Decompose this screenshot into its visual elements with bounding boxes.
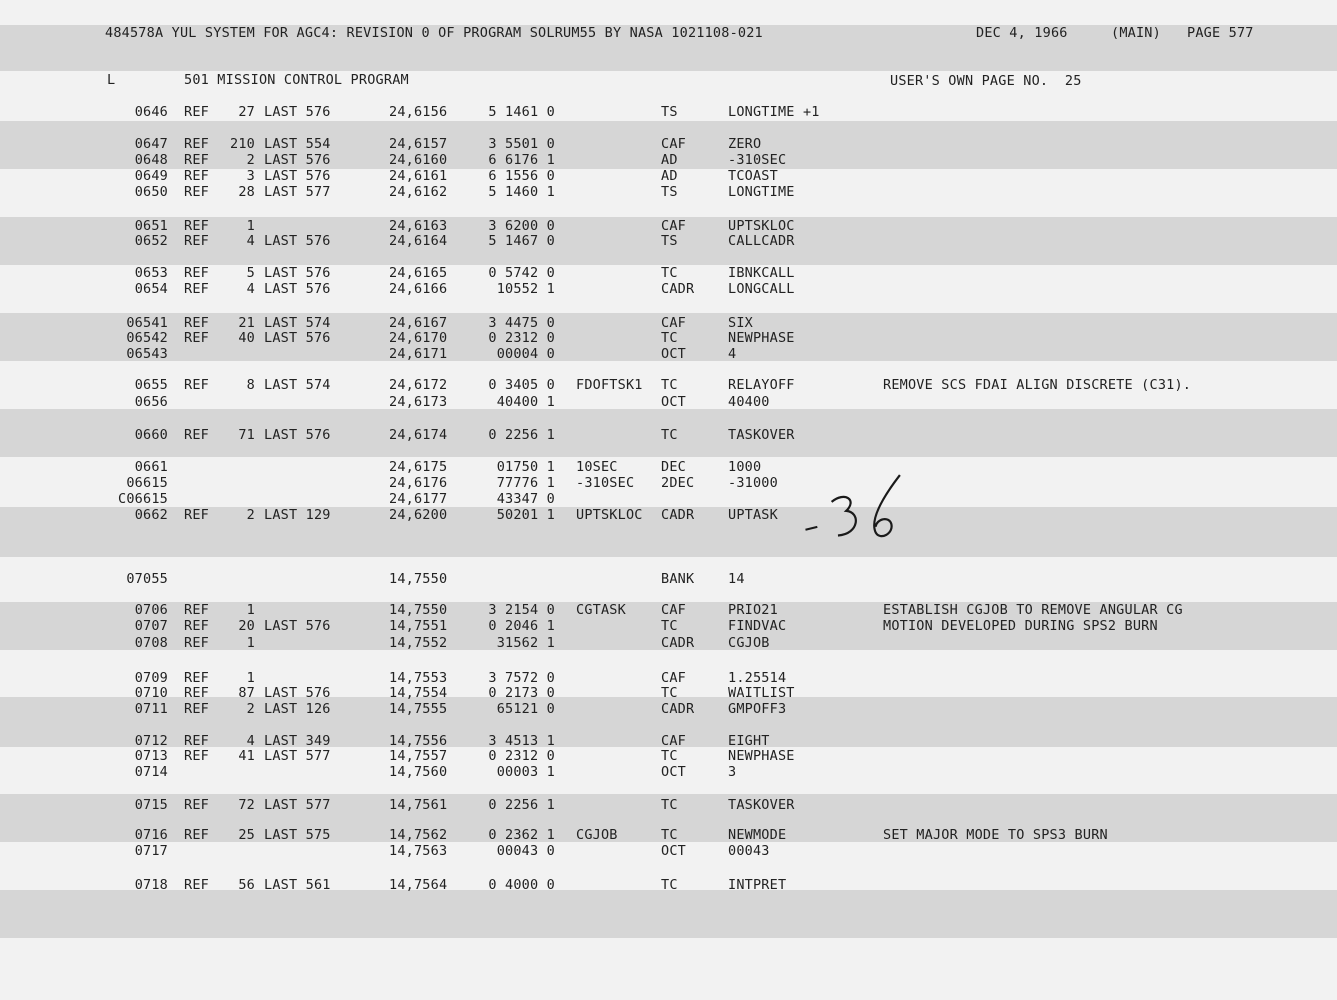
listing-refno: 3: [246, 168, 255, 184]
listing-no: 0650: [134, 184, 168, 200]
listing-ref: REF: [184, 618, 209, 634]
listing-word: 00043 0: [496, 843, 555, 859]
listing-addr: 14,7557: [389, 748, 448, 764]
listing-no: 0660: [134, 427, 168, 443]
listing-op: TC: [661, 877, 678, 893]
listing-refno: 2: [246, 701, 255, 717]
listing-word: 0 2256 1: [488, 797, 555, 813]
listing-addr: 24,6175: [389, 459, 448, 475]
listing-word: 0 2312 0: [488, 748, 555, 764]
listing-operand: LONGCALL: [728, 281, 795, 297]
listing-operand: NEWMODE: [728, 827, 787, 843]
listing-operand: 3: [728, 764, 737, 780]
listing-ref: REF: [184, 827, 209, 843]
listing-ref: REF: [184, 877, 209, 893]
listing-operand: UPTASK: [728, 507, 778, 523]
listing-no: 0651: [134, 218, 168, 234]
listing-refno: 71: [238, 427, 255, 443]
listing-word: 6 6176 1: [488, 152, 555, 168]
listing-operand: 40400: [728, 394, 770, 410]
listing-op: CAF: [661, 602, 686, 618]
listing-section: (MAIN): [1111, 25, 1161, 41]
listing-last: LAST 126: [264, 701, 331, 717]
listing-last: LAST 575: [264, 827, 331, 843]
listing-ref: REF: [184, 748, 209, 764]
listing-operand: EIGHT: [728, 733, 770, 749]
listing-addr: 24,6167: [389, 315, 448, 331]
listing-addr: 14,7563: [389, 843, 448, 859]
listing-ref: REF: [184, 315, 209, 331]
listing-addr: 14,7552: [389, 635, 448, 651]
subheader-code: L: [107, 72, 116, 88]
listing-refno: 1: [246, 602, 255, 618]
listing-word: 00004 0: [496, 346, 555, 362]
listing-operand: 4: [728, 346, 737, 362]
listing-no: 0714: [134, 764, 168, 780]
listing-word: 43347 0: [496, 491, 555, 507]
listing-no: 0652: [134, 233, 168, 249]
listing-refno: 8: [246, 377, 255, 393]
listing-operand: IBNKCALL: [728, 265, 795, 281]
listing-ref: REF: [184, 507, 209, 523]
listing-refno: 72: [238, 797, 255, 813]
listing-refno: 41: [238, 748, 255, 764]
listing-label: CGJOB: [576, 827, 618, 843]
listing-page: PAGE 577: [1187, 25, 1254, 41]
listing-comment: SET MAJOR MODE TO SPS3 BURN: [883, 827, 1108, 843]
listing-last: LAST 576: [264, 152, 331, 168]
listing-refno: 2: [246, 152, 255, 168]
listing-refno: 87: [238, 685, 255, 701]
listing-no: C06615: [118, 491, 168, 507]
listing-op: CADR: [661, 635, 695, 651]
listing-operand: 14: [728, 571, 745, 587]
listing-refno: 4: [246, 281, 255, 297]
listing-op: TC: [661, 797, 678, 813]
listing-operand: LONGTIME: [728, 184, 795, 200]
listing-refno: 210: [230, 136, 255, 152]
listing-word: 00003 1: [496, 764, 555, 780]
listing-addr: 14,7550: [389, 602, 448, 618]
listing-ref: REF: [184, 733, 209, 749]
listing-last: LAST 576: [264, 281, 331, 297]
listing-op: TC: [661, 265, 678, 281]
listing-last: LAST 554: [264, 136, 331, 152]
listing-ref: REF: [184, 602, 209, 618]
listing-operand: TASKOVER: [728, 427, 795, 443]
listing-no: 0706: [134, 602, 168, 618]
listing-no: 06543: [126, 346, 168, 362]
listing-addr: 24,6163: [389, 218, 448, 234]
listing-refno: 56: [238, 877, 255, 893]
listing-ref: REF: [184, 265, 209, 281]
listing-addr: 24,6176: [389, 475, 448, 491]
listing-operand: NEWPHASE: [728, 748, 795, 764]
listing-addr: 14,7564: [389, 877, 448, 893]
listing-addr: 24,6164: [389, 233, 448, 249]
listing-addr: 24,6157: [389, 136, 448, 152]
listing-word: 01750 1: [496, 459, 555, 475]
listing-op: CADR: [661, 701, 695, 717]
listing-op: TC: [661, 618, 678, 634]
program-title: 501 MISSION CONTROL PROGRAM: [184, 72, 409, 88]
listing-op: CAF: [661, 218, 686, 234]
listing-refno: 5: [246, 265, 255, 281]
listing-op: CADR: [661, 507, 695, 523]
listing-word: 77776 1: [496, 475, 555, 491]
listing-operand: ZERO: [728, 136, 762, 152]
listing-ref: REF: [184, 104, 209, 120]
listing-op: OCT: [661, 346, 686, 362]
listing-addr: 14,7561: [389, 797, 448, 813]
listing-refno: 21: [238, 315, 255, 331]
listing-last: LAST 349: [264, 733, 331, 749]
listing-operand: TASKOVER: [728, 797, 795, 813]
listing-operand: 1.25514: [728, 670, 787, 686]
listing-word: 3 6200 0: [488, 218, 555, 234]
listing-last: LAST 576: [264, 104, 331, 120]
listing-addr: 14,7562: [389, 827, 448, 843]
listing-no: 0655: [134, 377, 168, 393]
listing-op: TC: [661, 330, 678, 346]
listing-no: 0710: [134, 685, 168, 701]
listing-op: CAF: [661, 733, 686, 749]
listing-last: LAST 576: [264, 685, 331, 701]
listing-last: LAST 561: [264, 877, 331, 893]
listing-op: CADR: [661, 281, 695, 297]
listing-word: 31562 1: [496, 635, 555, 651]
listing-word: 3 5501 0: [488, 136, 555, 152]
listing-no: 0708: [134, 635, 168, 651]
listing-op: OCT: [661, 394, 686, 410]
listing-no: 0717: [134, 843, 168, 859]
listing-last: LAST 577: [264, 797, 331, 813]
listing-operand: RELAYOFF: [728, 377, 795, 393]
listing-no: 0656: [134, 394, 168, 410]
listing-word: 6 1556 0: [488, 168, 555, 184]
listing-addr: 14,7550: [389, 571, 448, 587]
listing-no: 0716: [134, 827, 168, 843]
listing-word: 0 5742 0: [488, 265, 555, 281]
listing-addr: 24,6165: [389, 265, 448, 281]
listing-refno: 28: [238, 184, 255, 200]
listing-op: TC: [661, 827, 678, 843]
listing-addr: 24,6160: [389, 152, 448, 168]
listing-word: 65121 0: [496, 701, 555, 717]
listing-addr: 24,6173: [389, 394, 448, 410]
listing-op: TS: [661, 184, 678, 200]
listing-no: 06615: [126, 475, 168, 491]
listing-operand: SIX: [728, 315, 753, 331]
listing-word: 10552 1: [496, 281, 555, 297]
listing-no: 06541: [126, 315, 168, 331]
listing-ref: REF: [184, 797, 209, 813]
listing-op: AD: [661, 152, 678, 168]
listing-addr: 24,6170: [389, 330, 448, 346]
listing-addr: 14,7556: [389, 733, 448, 749]
listing-ref: REF: [184, 701, 209, 717]
listing-no: 0646: [134, 104, 168, 120]
listing-addr: 24,6177: [389, 491, 448, 507]
listing-addr: 14,7551: [389, 618, 448, 634]
listing-operand: NEWPHASE: [728, 330, 795, 346]
listing-addr: 24,6171: [389, 346, 448, 362]
listing-label: FDOFTSK1: [576, 377, 643, 393]
listing-refno: 1: [246, 635, 255, 651]
listing-word: 3 7572 0: [488, 670, 555, 686]
listing-op: TC: [661, 685, 678, 701]
listing-last: LAST 576: [264, 427, 331, 443]
listing-word: 0 2312 0: [488, 330, 555, 346]
listing-operand: GMPOFF3: [728, 701, 787, 717]
listing-operand: CALLCADR: [728, 233, 795, 249]
listing-ref: REF: [184, 281, 209, 297]
listing-last: LAST 576: [264, 265, 331, 281]
listing-comment: ESTABLISH CGJOB TO REMOVE ANGULAR CG: [883, 602, 1183, 618]
listing-op: DEC: [661, 459, 686, 475]
listing-label: 10SEC: [576, 459, 618, 475]
listing-word: 3 2154 0: [488, 602, 555, 618]
listing-last: LAST 576: [264, 168, 331, 184]
listing-operand: PRIO21: [728, 602, 778, 618]
listing-last: LAST 577: [264, 184, 331, 200]
listing-operand: -31000: [728, 475, 778, 491]
listing-label: CGTASK: [576, 602, 626, 618]
paper-band: [0, 890, 1337, 938]
listing-op: TC: [661, 748, 678, 764]
listing-ref: REF: [184, 184, 209, 200]
listing-op: CAF: [661, 670, 686, 686]
listing-addr: 24,6166: [389, 281, 448, 297]
listing-refno: 25: [238, 827, 255, 843]
handwritten-note-drawing: [800, 472, 925, 560]
listing-word: 0 2362 1: [488, 827, 555, 843]
listing-refno: 4: [246, 733, 255, 749]
listing-addr: 14,7554: [389, 685, 448, 701]
listing-no: 0648: [134, 152, 168, 168]
listing-operand: -310SEC: [728, 152, 787, 168]
listing-last: LAST 574: [264, 315, 331, 331]
listing-refno: 40: [238, 330, 255, 346]
listing-no: 0707: [134, 618, 168, 634]
listing-ref: REF: [184, 635, 209, 651]
listing-operand: TCOAST: [728, 168, 778, 184]
listing-no: 0711: [134, 701, 168, 717]
listing-no: 06542: [126, 330, 168, 346]
listing-last: LAST 576: [264, 330, 331, 346]
listing-word: 0 3405 0: [488, 377, 555, 393]
listing-ref: REF: [184, 218, 209, 234]
listing-last: LAST 129: [264, 507, 331, 523]
listing-word: 0 2256 1: [488, 427, 555, 443]
listing-addr: 24,6156: [389, 104, 448, 120]
listing-no: 07055: [126, 571, 168, 587]
listing-word: 0 2046 1: [488, 618, 555, 634]
listing-ref: REF: [184, 136, 209, 152]
listing-operand: FINDVAC: [728, 618, 787, 634]
listing-addr: 14,7555: [389, 701, 448, 717]
listing-no: 0653: [134, 265, 168, 281]
listing-comment: MOTION DEVELOPED DURING SPS2 BURN: [883, 618, 1158, 634]
listing-op: TC: [661, 377, 678, 393]
listing-word: 5 1461 0: [488, 104, 555, 120]
listing-word: 5 1467 0: [488, 233, 555, 249]
users-page-number: USER'S OWN PAGE NO. 25: [890, 73, 1082, 89]
listing-addr: 14,7560: [389, 764, 448, 780]
listing-no: 0709: [134, 670, 168, 686]
listing-word: 0 4000 0: [488, 877, 555, 893]
listing-last: LAST 576: [264, 618, 331, 634]
listing-refno: 2: [246, 507, 255, 523]
listing-operand: INTPRET: [728, 877, 787, 893]
listing-last: LAST 574: [264, 377, 331, 393]
listing-op: BANK: [661, 571, 695, 587]
listing-no: 0661: [134, 459, 168, 475]
listing-refno: 27: [238, 104, 255, 120]
listing-header: 484578A YUL SYSTEM FOR AGC4: REVISION 0 OF PROGRAM SOLRUM55 BY NASA 1021108-021: [105, 25, 763, 41]
listing-no: 0718: [134, 877, 168, 893]
listing-op: OCT: [661, 843, 686, 859]
listing-word: 3 4513 1: [488, 733, 555, 749]
listing-addr: 24,6174: [389, 427, 448, 443]
listing-no: 0712: [134, 733, 168, 749]
listing-operand: 1000: [728, 459, 762, 475]
listing-op: CAF: [661, 136, 686, 152]
listing-op: TC: [661, 427, 678, 443]
listing-word: 40400 1: [496, 394, 555, 410]
listing-last: LAST 576: [264, 233, 331, 249]
listing-op: TS: [661, 104, 678, 120]
listing-last: LAST 577: [264, 748, 331, 764]
listing-addr: 14,7553: [389, 670, 448, 686]
listing-operand: CGJOB: [728, 635, 770, 651]
listing-ref: REF: [184, 168, 209, 184]
listing-addr: 24,6172: [389, 377, 448, 393]
listing-refno: 4: [246, 233, 255, 249]
listing-no: 0654: [134, 281, 168, 297]
listing-op: TS: [661, 233, 678, 249]
listing-op: CAF: [661, 315, 686, 331]
listing-ref: REF: [184, 330, 209, 346]
listing-op: OCT: [661, 764, 686, 780]
listing-ref: REF: [184, 427, 209, 443]
listing-operand: WAITLIST: [728, 685, 795, 701]
listing-addr: 24,6161: [389, 168, 448, 184]
listing-word: 0 2173 0: [488, 685, 555, 701]
listing-no: 0713: [134, 748, 168, 764]
listing-operand: UPTSKLOC: [728, 218, 795, 234]
listing-ref: REF: [184, 233, 209, 249]
listing-no: 0715: [134, 797, 168, 813]
listing-ref: REF: [184, 685, 209, 701]
listing-no: 0662: [134, 507, 168, 523]
listing-word: 5 1460 1: [488, 184, 555, 200]
listing-ref: REF: [184, 670, 209, 686]
listing-no: 0647: [134, 136, 168, 152]
listing-operand: 00043: [728, 843, 770, 859]
listing-date: DEC 4, 1966: [976, 25, 1068, 41]
listing-addr: 24,6162: [389, 184, 448, 200]
listing-ref: REF: [184, 377, 209, 393]
listing-word: 3 4475 0: [488, 315, 555, 331]
listing-label: -310SEC: [576, 475, 635, 491]
listing-label: UPTSKLOC: [576, 507, 643, 523]
listing-ref: REF: [184, 152, 209, 168]
listing-op: AD: [661, 168, 678, 184]
listing-refno: 1: [246, 670, 255, 686]
listing-refno: 20: [238, 618, 255, 634]
listing-no: 0649: [134, 168, 168, 184]
listing-refno: 1: [246, 218, 255, 234]
listing-word: 50201 1: [496, 507, 555, 523]
listing-addr: 24,6200: [389, 507, 448, 523]
handwritten-note-text: [800, 480, 802, 481]
listing-comment: REMOVE SCS FDAI ALIGN DISCRETE (C31).: [883, 377, 1192, 393]
listing-operand: LONGTIME +1: [728, 104, 820, 120]
listing-op: 2DEC: [661, 475, 695, 491]
